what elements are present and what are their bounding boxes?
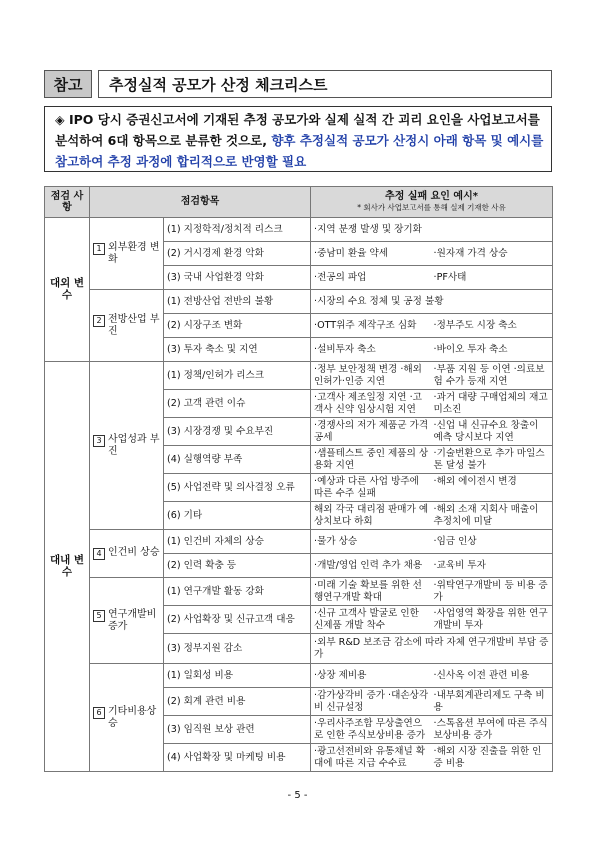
example-secondary: ·사업영역 확장을 위한 연구개발비 투자 [433,608,548,631]
example-primary: ·경쟁사의 저가 제품군 가격 공세 [314,420,429,443]
example-primary: ·신규 고객사 발굴로 인한 신제품 개발 착수 [314,608,419,631]
failure-example-cell [311,474,553,502]
table-row [45,530,553,554]
failure-example-cell [311,530,553,554]
example-secondary: ·교육비 투자 [433,559,486,571]
category-name: 기타비용상승 [108,706,157,729]
variable-group-label: 대내 변수 [45,362,90,772]
example-secondary: ·신업 내 신규수요 창출이 예측 당시보다 지연 [433,420,539,443]
summary-text: IPO 당시 증권신고서에 기재된 추정 공모가와 실제 실적 간 괴리 요인을 사업보고서를 분석하여 6대 항목으로 분류한 것으로, [55,112,540,148]
variable-group-label: 대외 변수 [45,218,90,362]
reference-tag: 참고 [44,70,92,98]
page-number: - 5 - [287,790,308,801]
check-item: (4) 사업확장 및 마케팅 비용 [164,744,311,772]
example-primary: ·우리사주조합 무상출연으로 인한 주식보상비용 증가 [314,718,426,741]
failure-example-cell [311,242,553,266]
example-primary: ·개발/영업 인력 추가 채용 [314,559,423,571]
diamond-bullet-icon: ◈ [55,112,65,127]
failure-example-cell [311,578,553,606]
example-secondary: ·원자재 가격 상승 [433,247,508,259]
example-secondary: ·신사옥 이전 관련 비용 [433,669,530,681]
category-cell [90,218,164,290]
header-check-category: 점검 사항 [45,187,90,218]
header-note: * 회사가 사업보고서를 통해 실제 기재한 사유 [357,203,506,212]
table-row [45,664,553,688]
failure-example-cell [311,418,553,446]
example-secondary: ·임금 인상 [433,535,477,547]
example-primary: ·샘플테스트 중인 제품의 상용화 지연 [314,448,429,471]
check-item: (1) 전방산업 전반의 불황 [164,290,311,314]
category-number: 1 [93,243,105,255]
failure-example-cell [311,290,553,314]
failure-example-cell [311,390,553,418]
check-item: (2) 인력 확충 등 [164,554,311,578]
check-item: (1) 정책/인허가 리스크 [164,362,311,390]
example-secondary: ·해외 소재 지회사 매출이 추정치에 미달 [433,504,539,527]
check-item: (2) 회계 관련 비용 [164,688,311,716]
check-item: (1) 지정학적/정치적 리스크 [164,218,311,242]
example-secondary: ·정부주도 시장 축소 [433,319,517,331]
category-number: 6 [93,707,105,719]
example-primary: ·지역 분쟁 발생 및 장기화 [314,223,422,235]
category-name: 인건비 상승 [108,547,160,558]
example-primary: ·고객사 제조일정 지연 ·고객사 신약 임상시험 지연 [314,392,422,415]
example-secondary: ·위탁연구개발비 등 비용 증가 [433,580,548,603]
example-primary: ·시장의 수요 정체 및 공정 불황 [314,295,444,307]
summary-highlight: 향후 추정실적 공모가 산정시 아래 항목 및 예시를 참고하여 추정 과정에 합리적으로 반영할 필요 [55,133,544,169]
category-name: 연구개발비 증가 [108,609,157,632]
failure-example-cell [311,606,553,634]
category-cell [90,290,164,362]
example-primary: 해외 각국 대리점 판매가 예상치보다 하회 [314,504,429,527]
check-item: (2) 시장구조 변화 [164,314,311,338]
example-primary: ·중남미 환율 약세 [314,247,389,259]
table-header-row [45,187,553,218]
failure-example-cell [311,362,553,390]
example-primary: ·외부 R&D 보조금 감소에 따라 자체 연구개발비 부담 증가 [314,637,549,660]
example-secondary: ·바이오 투자 축소 [433,343,508,355]
category-name: 전방산업 부진 [108,314,160,337]
example-primary: ·전공의 파업 [314,271,367,283]
check-item: (3) 국내 사업환경 악화 [164,266,311,290]
category-name: 사업성과 부진 [108,434,160,457]
example-primary: ·미래 기술 확보를 위한 선행연구개발 확대 [314,580,422,603]
category-number: 5 [93,610,105,622]
example-primary: ·물가 상승 [314,535,358,547]
table-row [45,578,553,606]
category-number: 4 [93,548,105,560]
page-title: 추정실적 공모가 산정 체크리스트 [98,70,552,98]
example-secondary: ·내부회계관리제도 구축 비용 [433,690,545,713]
check-item: (5) 사업전략 및 의사결정 오류 [164,474,311,502]
table-row [45,290,553,314]
example-secondary: ·기술번환으로 추가 마일스톤 달성 불가 [433,448,545,471]
header-check-item: 점검항목 [90,187,311,218]
failure-example-cell [311,314,553,338]
example-secondary: ·부품 지원 등 이연 ·의료보험 수가 등재 지연 [433,364,545,387]
failure-example-cell [311,716,553,744]
example-secondary: ·해외 시장 진출을 위한 인증 비용 [433,746,542,769]
checklist-table [44,186,553,772]
check-item: (3) 임직원 보상 관련 [164,716,311,744]
failure-example-cell [311,502,553,530]
check-item: (6) 기타 [164,502,311,530]
table-row [45,218,553,242]
check-item: (2) 사업확장 및 신규고객 대응 [164,606,311,634]
failure-example-cell [311,266,553,290]
failure-example-cell [311,446,553,474]
example-secondary: ·과거 대량 구매업체의 재고 미소진 [433,392,548,415]
check-item: (1) 인건비 자체의 상승 [164,530,311,554]
example-primary: ·설비투자 축소 [314,343,376,355]
check-item: (3) 정부지원 감소 [164,634,311,664]
failure-example-cell [311,744,553,772]
failure-example-cell [311,554,553,578]
example-primary: ·OTT위주 제작구조 심화 [314,319,417,331]
example-primary: ·정부 보안정책 변경 ·해외 인허가·인증 지연 [314,364,422,387]
failure-example-cell [311,218,553,242]
category-number: 3 [93,435,105,447]
check-item: (3) 시장경쟁 및 수요부진 [164,418,311,446]
failure-example-cell [311,338,553,362]
example-primary: ·감가상각비 증가 ·대손상각비 신규설정 [314,690,429,713]
category-cell [90,530,164,578]
check-item: (1) 연구개발 활동 강화 [164,578,311,606]
failure-example-cell [311,688,553,716]
category-number: 2 [93,315,105,327]
table-row [45,362,553,390]
example-primary: ·광고선전비와 유통채널 확대에 따른 지급 수수료 [314,746,426,769]
title-bar [44,70,552,100]
example-secondary: ·해외 에이전시 변경 [433,476,517,487]
example-primary: ·예상과 다른 사업 방주에 따른 수주 실패 [314,476,419,499]
category-cell [90,578,164,664]
category-cell [90,664,164,772]
check-item: (2) 고객 관련 이슈 [164,390,311,418]
example-secondary: ·PF사태 [433,271,467,283]
check-item: (4) 실행역량 부족 [164,446,311,474]
failure-example-cell [311,634,553,664]
check-item: (1) 일회성 비용 [164,664,311,688]
category-cell [90,362,164,530]
header-failure-examples: 추정 실패 요인 예시* * 회사가 사업보고서를 통해 실제 기재한 사유 [311,187,553,218]
category-name: 외부환경 변화 [108,242,160,265]
check-item: (3) 투자 축소 및 지연 [164,338,311,362]
example-primary: ·상장 제비용 [314,669,367,681]
failure-example-cell [311,664,553,688]
example-secondary: ·스톡옵션 부여에 따른 주식보상비용 증가 [433,718,548,741]
check-item: (2) 거시경제 환경 악화 [164,242,311,266]
summary-box [44,106,552,172]
